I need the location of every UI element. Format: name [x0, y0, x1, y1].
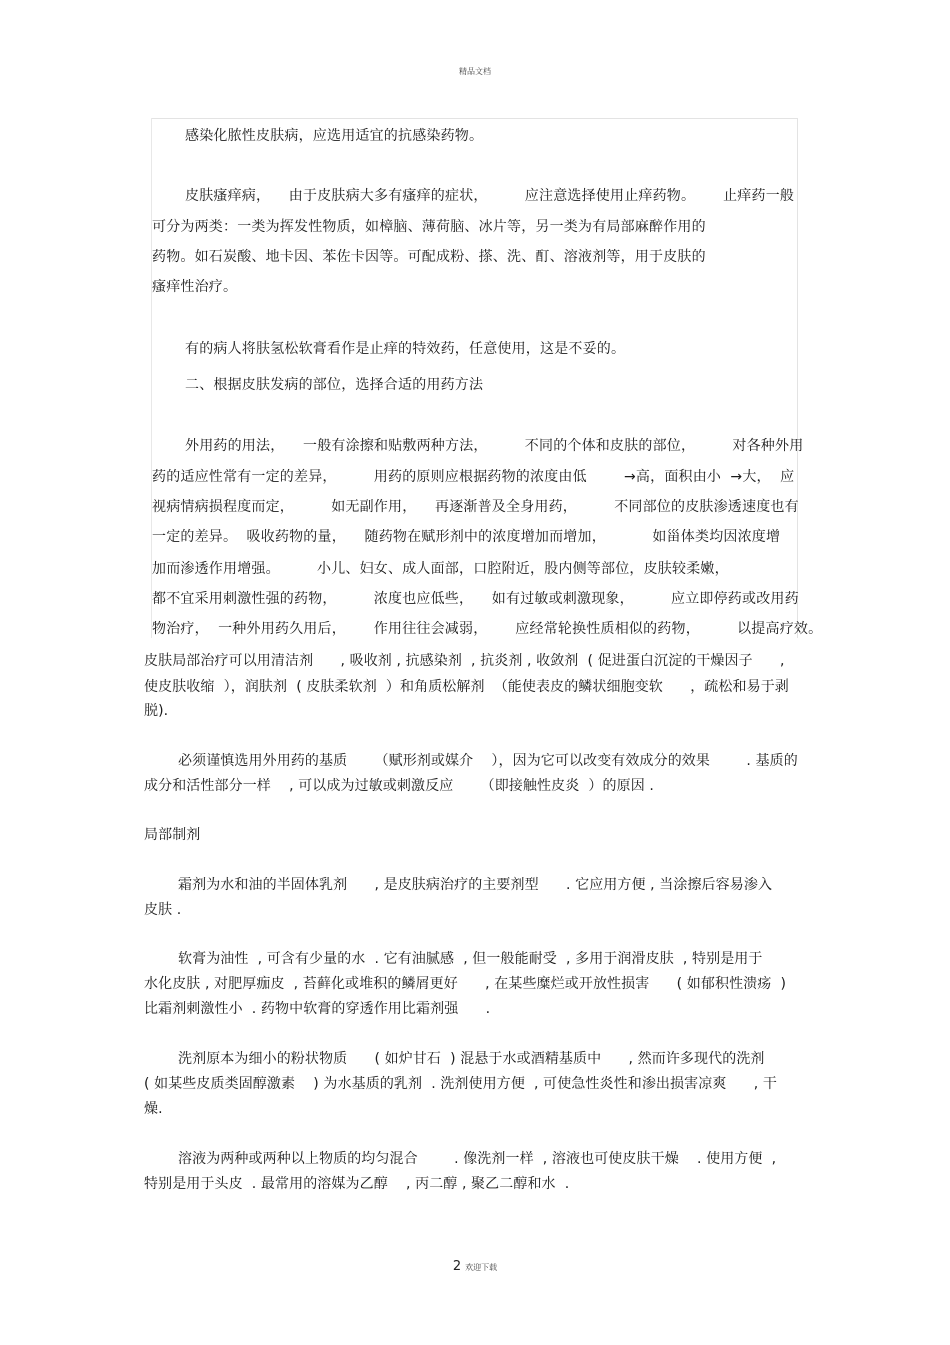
paragraph-line: ( 如某些皮质类固醇激素 ) 为水基质的乳剂 . 洗剂使用方便 , 可使急性炎性和渗出损害凉爽 , 干	[144, 1076, 777, 1092]
footer-text: 欢迎下载	[465, 1263, 498, 1272]
paragraph-line: 软膏为油性 , 可含有少量的水 . 它有油腻感 , 但一般能耐受 , 多用于润滑皮肤 , 特别是用于	[178, 951, 763, 967]
paragraph-line: 水化皮肤 , 对肥厚痂皮 , 苔藓化或堆积的鳞屑更好 , 在某些糜烂或开放性损害 ( 如郁积性溃疡 )	[144, 976, 787, 992]
paragraph-line: 特别是用于头皮 . 最常用的溶媒为乙醇 , 丙二醇 , 聚乙二醇和水 .	[144, 1176, 570, 1192]
paragraph-line: 必须谨慎选用外用药的基质 （赋形剂或媒介 ），因为它可以改变有效成分的效果 . 基质的	[178, 753, 798, 769]
paragraph-line: 有的病人将肤氢松软膏看作是止痒的特效药，任意使用，这是不妥的。	[185, 341, 626, 357]
paragraph-line: 比霜剂刺激性小 . 药物中软膏的穿透作用比霜剂强 .	[144, 1001, 491, 1017]
paragraph-line: 加而渗透作用增强。 小儿、妇女、成人面部，口腔附近，股内侧等部位，皮肤较柔嫩，	[152, 561, 729, 577]
paragraph-line: 感染化脓性皮肤病，应选用适宜的抗感染药物。	[185, 128, 484, 144]
paragraph-line: 洗剂原本为细小的粉状物质 ( 如炉甘石 ) 混悬于水或酒精基质中 , 然而许多现代的洗剂	[178, 1051, 765, 1067]
paragraph-line: 可分为两类：一类为挥发性物质，如樟脑、薄荷脑、冰片等，另一类为有局部麻醉作用的	[152, 219, 706, 235]
page-header: 精品文档	[459, 67, 491, 76]
paragraph-line: 皮肤局部治疗可以用清洁剂 , 吸收剂 , 抗感染剂 , 抗炎剂 , 收敛剂 ( 促进蛋白沉淀的干燥因子 ,	[144, 653, 785, 669]
paragraph-line: 霜剂为水和油的半固体乳剂 , 是皮肤病治疗的主要剂型 . 它应用方便 , 当涂擦后容易渗入	[178, 877, 773, 893]
page-number: 2	[452, 1259, 462, 1274]
paragraph-line: 物治疗， 一种外用药久用后， 作用往往会减弱， 应经常轮换性质相似的药物， 以提高疗效。	[152, 621, 823, 637]
paragraph-line: 溶液为两种或两种以上物质的均匀混合 . 像洗剂一样 , 溶液也可使皮肤干燥 . 使用方便 ,	[178, 1151, 777, 1167]
paragraph-line: 药物。如石炭酸、地卡因、苯佐卡因等。可配成粉、搽、洗、酊、溶液剂等，用于皮肤的	[152, 249, 706, 265]
paragraph-line: 外用药的用法， 一般有涂擦和贴敷两种方法， 不同的个体和皮肤的部位， 对各种外用	[185, 438, 804, 454]
paragraph-line: 皮肤 .	[144, 902, 182, 918]
paragraph-line: 药的适应性常有一定的差异， 用药的原则应根据药物的浓度由低 →高，面积由小 →大， 应	[152, 469, 795, 485]
paragraph-line: 都不宜采用刺激性强的药物， 浓度也应低些， 如有过敏或刺激现象， 应立即停药或改用药	[152, 591, 799, 607]
paragraph-line: 一定的差异。 吸收药物的量， 随药物在赋形剂中的浓度增加而增加， 如甾体类均因浓度增	[152, 529, 781, 545]
paragraph-line: 成分和活性部分一样 , 可以成为过敏或刺激反应 （即接触性皮炎 ）的原因 .	[144, 778, 654, 794]
section-heading: 二、根据皮肤发病的部位，选择合适的用药方法	[185, 377, 484, 393]
section-heading: 局部制剂	[144, 827, 201, 843]
paragraph-line: 瘙痒性治疗。	[152, 279, 238, 295]
paragraph-line: 燥.	[144, 1101, 163, 1117]
paragraph-line: 视病情病损程度而定， 如无副作用， 再逐渐普及全身用药， 不同部位的皮肤渗透速度也有	[152, 499, 799, 515]
paragraph-line: 使皮肤收缩 ），润肤剂 ( 皮肤柔软剂 ）和角质松解剂 （能使表皮的鳞状细胞变软 ，疏松和易于剥	[144, 679, 789, 695]
page-footer	[0, 1259, 950, 1274]
paragraph-line: 皮肤瘙痒病， 由于皮肤病大多有瘙痒的症状， 应注意选择使用止痒药物。 止痒药一般	[185, 188, 795, 204]
paragraph-line: 脱).	[144, 703, 169, 719]
